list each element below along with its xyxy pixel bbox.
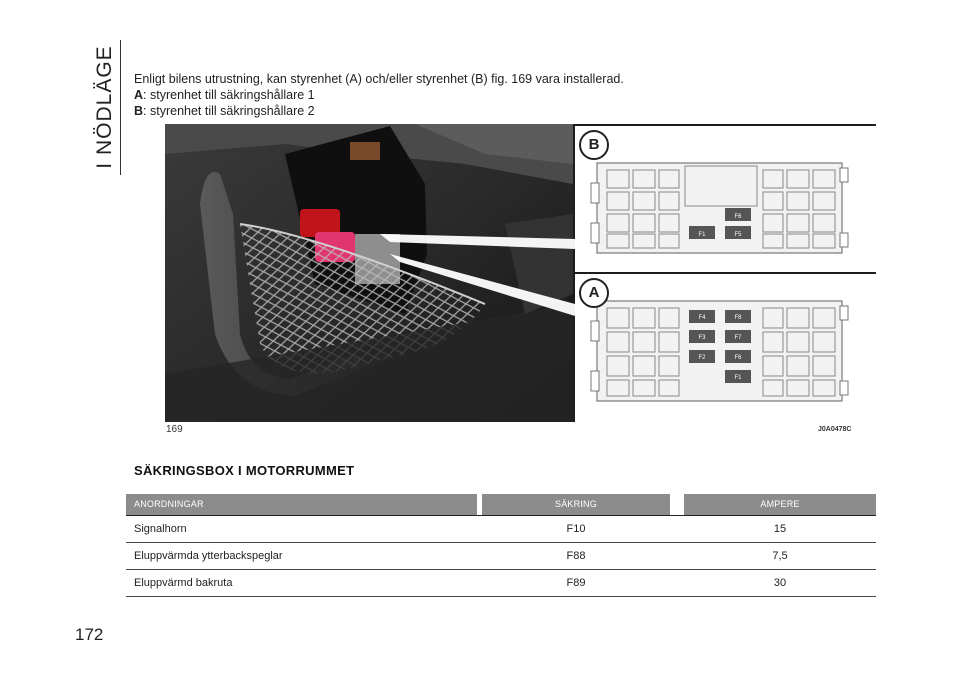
- fuse-label-a-6: F6: [734, 355, 742, 361]
- fuse-label-a-2: F8: [734, 315, 742, 321]
- header-fuse: SÄKRING: [482, 494, 670, 515]
- item-key-b: B: [134, 104, 144, 118]
- table-row: [126, 570, 876, 597]
- fuse-holder-b-diagram: [577, 128, 874, 270]
- cell-ampere: 15: [773, 523, 787, 535]
- header-ampere: AMPERE: [684, 494, 876, 515]
- intro-item-a: [134, 87, 624, 103]
- intro-item-b: [134, 103, 624, 119]
- chapter-title: I NÖDLÄGE: [93, 45, 116, 169]
- cell-ampere: 30: [773, 577, 787, 589]
- callout-b: B: [579, 130, 609, 160]
- item-key-a: A: [134, 88, 144, 102]
- table-row: [126, 543, 876, 570]
- table-row: [126, 516, 876, 543]
- figure-number: 169: [166, 424, 183, 435]
- fuse-holder-a-diagram: [577, 276, 874, 418]
- page-number: 172: [75, 625, 104, 644]
- section-title: SÄKRINGSBOX I MOTORRUMMET: [134, 463, 355, 478]
- chapter-title-container: [90, 45, 120, 169]
- cell-device: Eluppvärmd bakruta: [134, 577, 233, 589]
- fuse-label-a-4: F7: [734, 335, 742, 341]
- cell-fuse: F10: [566, 523, 586, 535]
- cell-ampere: 7,5: [772, 550, 788, 562]
- fuse-label-b-2: F1: [698, 232, 706, 238]
- fuse-holder-a-inset: [575, 274, 876, 422]
- fuse-label-b-1: F6: [734, 214, 742, 220]
- callout-a: A: [579, 278, 609, 308]
- table-header: [126, 494, 876, 516]
- intro-line: Enligt bilens utrustning, kan styrenhet (A) och/eller styrenhet (B) fig. 169 vara installerad.: [134, 72, 624, 86]
- fuse-label-a-1: F4: [698, 315, 706, 321]
- figure-code: J0A0478C: [818, 426, 852, 433]
- header-devices: ANORDNINGAR: [126, 494, 477, 515]
- fuse-label-a-7: F1: [734, 375, 742, 381]
- cell-device: Signalhorn: [134, 523, 187, 535]
- cell-fuse: F89: [566, 577, 586, 589]
- fuse-holder-b-inset: [575, 126, 876, 272]
- item-text-b: : styrenhet till säkringshållare 2: [143, 104, 315, 118]
- item-text-a: : styrenhet till säkringshållare 1: [143, 88, 315, 102]
- fuse-table: [126, 494, 876, 597]
- fuse-box-figure: [165, 124, 876, 422]
- cell-fuse: F88: [566, 550, 586, 562]
- cell-device: Eluppvärmda ytterbackspeglar: [134, 550, 283, 562]
- chapter-divider-line: [120, 40, 121, 175]
- intro-text: [134, 71, 624, 119]
- fuse-label-a-5: F2: [698, 355, 706, 361]
- fuse-label-b-3: F5: [734, 232, 742, 238]
- fuse-label-a-3: F3: [698, 335, 706, 341]
